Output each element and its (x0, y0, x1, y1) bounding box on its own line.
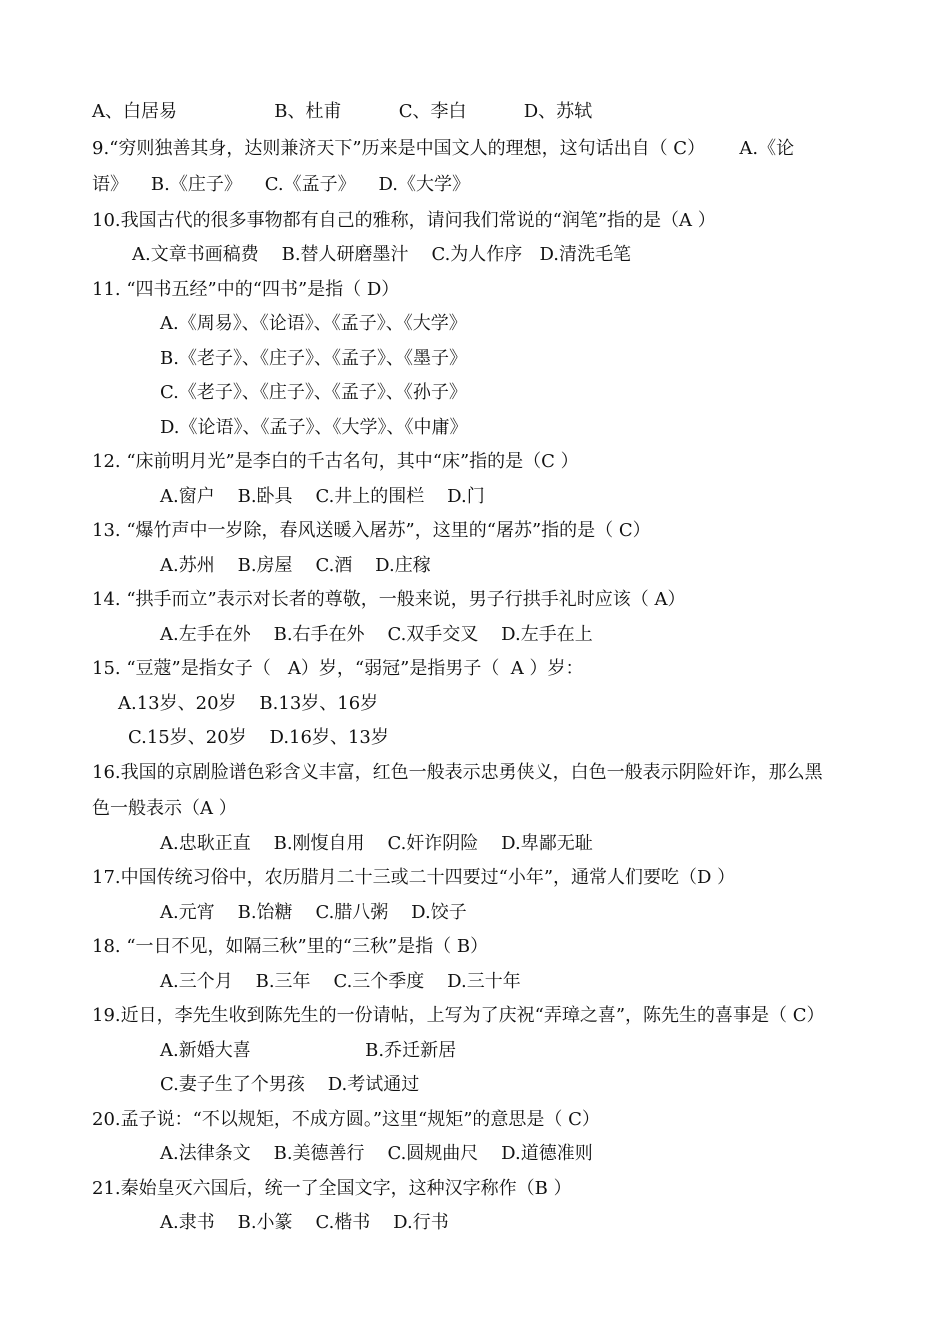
q9-stem-continued: 语》 B.《庄子》 C.《孟子》 D.《大学》 (92, 174, 470, 195)
q17-options: A.元宵 B.饴糖 C.腊八粥 D.饺子 (160, 902, 467, 923)
q18-stem: 18. “一日不见，如隔三秋”里的“三秋”是指（ B） (92, 936, 489, 957)
q19-stem: 19.近日，李先生收到陈先生的一份请帖，上写为了庆祝“弄璋之喜”，陈先生的喜事是（ C） (92, 1005, 825, 1026)
q15-options-row2: C.15岁、20岁 D.16岁、13岁 (128, 727, 389, 748)
q17-stem: 17.中国传统习俗中，农历腊月二十三或二十四要过“小年”，通常人们要吃（D ） (92, 867, 736, 888)
q21-options: A.隶书 B.小篆 C.楷书 D.行书 (160, 1212, 449, 1233)
q11-option-c: C.《老子》、《庄子》、《孟子》、《孙子》 (160, 382, 467, 403)
q18-options: A.三个月 B.三年 C.三个季度 D.三十年 (160, 971, 521, 992)
q16-options: A.忠耿正直 B.刚愎自用 C.奸诈阴险 D.卑鄙无耻 (160, 833, 593, 854)
q20-stem: 20.孟子说：“不以规矩，不成方圆。”这里“规矩”的意思是（ C） (92, 1109, 600, 1130)
q11-option-a: A.《周易》、《论语》、《孟子》、《大学》 (160, 313, 467, 334)
q14-stem: 14. “拱手而立”表示对长者的尊敬，一般来说，男子行拱手礼时应该（ A） (92, 589, 686, 610)
q10-stem: 10.我国古代的很多事物都有自己的雅称，请问我们常说的“润笔”指的是（A ） (92, 210, 716, 231)
q12-options: A.窗户 B.卧具 C.井上的围栏 D.门 (160, 486, 485, 507)
q21-stem: 21.秦始皇灭六国后，统一了全国文字，这种汉字称作（B ） (92, 1178, 572, 1199)
q11-option-d: D.《论语》、《孟子》、《大学》、《中庸》 (160, 417, 468, 438)
q11-option-b: B.《老子》、《庄子》、《孟子》、《墨子》 (160, 348, 467, 369)
q20-options: A.法律条文 B.美德善行 C.圆规曲尺 D.道德准则 (160, 1143, 593, 1164)
q19-options-row2: C.妻子生了个男孩 D.考试通过 (160, 1074, 420, 1095)
q16-stem-continued: 色一般表示（A ） (92, 798, 237, 819)
q15-options-row1: A.13岁、20岁 B.13岁、16岁 (118, 693, 379, 714)
q13-stem: 13. “爆竹声中一岁除，春风送暖入屠苏”，这里的“屠苏”指的是（ C） (92, 520, 651, 541)
q13-options: A.苏州 B.房屋 C.酒 D.庄稼 (160, 555, 431, 576)
q11-stem: 11. “四书五经”中的“四书”是指（ D） (92, 279, 400, 300)
q16-stem: 16.我国的京剧脸谱色彩含义丰富，红色一般表示忠勇侠义，白色一般表示阴险奸诈，那么黑 (92, 762, 823, 783)
q10-options: A.文章书画稿费 B.替人研磨墨汁 C.为人作序 D.清洗毛笔 (132, 244, 631, 265)
q8-options: A、白居易 B、杜甫 C、李白 D、苏轼 (92, 101, 593, 122)
q15-stem: 15. “豆蔻”是指女子（ A）岁，“弱冠”是指男子（ A ）岁： (92, 658, 584, 679)
q19-options-row1: A.新婚大喜 B.乔迁新居 (160, 1040, 457, 1061)
q9-stem: 9.“穷则独善其身，达则兼济天下”历来是中国文人的理想，这句话出自（ C） A.《论 (92, 138, 795, 159)
q12-stem: 12. “床前明月光”是李白的千古名句，其中“床”指的是（C ） (92, 451, 579, 472)
q14-options: A.左手在外 B.右手在外 C.双手交叉 D.左手在上 (160, 624, 593, 645)
